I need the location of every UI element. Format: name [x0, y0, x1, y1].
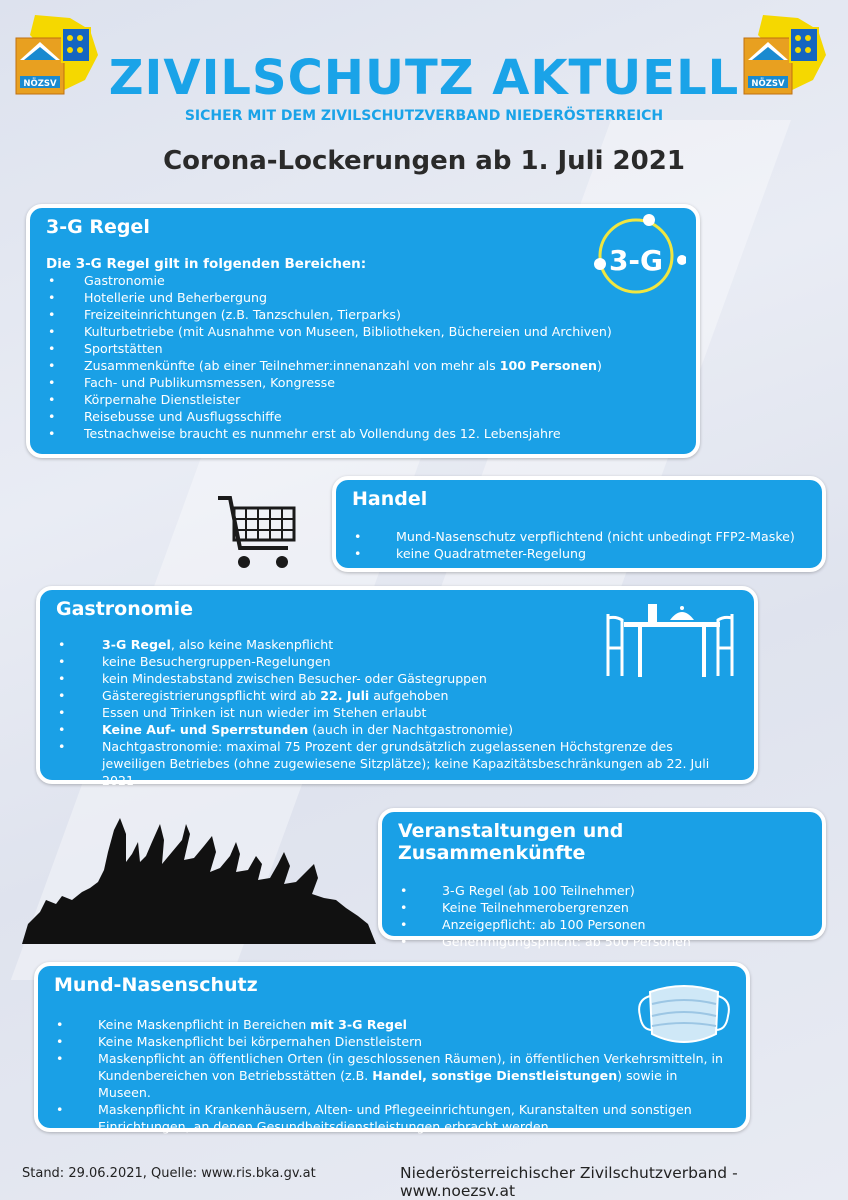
list-item: • kein Mindestabstand zwischen Besucher- oder Gästegruppen: [56, 670, 738, 687]
svg-text:3-G: 3-G: [608, 244, 664, 277]
svg-text:NÖZSV: NÖZSV: [23, 79, 57, 89]
footer-publisher: Niederösterreichischer Zivilschutzverband - www.noezsv.at: [400, 1164, 738, 1200]
list-item: • Reisebusse und Ausflugsschiffe: [46, 408, 680, 425]
list-item: • keine Besuchergruppen-Regelungen: [56, 653, 738, 670]
list-item: • Keine Teilnehmerobergrenzen: [398, 899, 806, 916]
list-item: • 3-G Regel, also keine Maskenpflicht: [56, 636, 738, 653]
section-list: [46, 272, 680, 442]
list-item: • Sportstätten: [46, 340, 680, 357]
3g-badge-icon: [586, 210, 686, 296]
list-item: • Freizeiteinrichtungen (z.B. Tanzschulen, Tierparks): [46, 306, 680, 323]
list-item: • Testnachweise braucht es nunmehr erst ab Vollendung des 12. Lebensjahre: [46, 425, 680, 442]
list-item: • Anzeigepflicht: ab 100 Personen: [398, 916, 806, 933]
section-list: [352, 528, 806, 562]
page-title: Corona-Lockerungen ab 1. Juli 2021: [163, 146, 685, 176]
list-item: • Kulturbetriebe (mit Ausnahme von Museen, Bibliotheken, Büchereien und Archiven): [46, 323, 680, 340]
list-item: • Mund-Nasenschutz verpflichtend (nicht unbedingt FFP2-Maske): [352, 528, 806, 545]
section-title: Gastronomie: [56, 598, 194, 620]
list-item: • keine Quadratmeter-Regelung: [352, 545, 806, 562]
section-list: [54, 1016, 730, 1135]
section-handel: [332, 476, 826, 572]
section-title: Handel: [352, 488, 428, 510]
section-title: Mund-Nasenschutz: [54, 974, 258, 996]
crowd-silhouette-icon: [22, 812, 376, 944]
list-item: • Keine Auf- und Sperrstunden (auch in der Nachtgastronomie): [56, 721, 738, 738]
section-lead: Die 3-G Regel gilt in folgenden Bereichen:: [46, 256, 367, 272]
list-item: • Maskenpflicht in Krankenhäusern, Alten- und Pflegeeinrichtungen, Kuranstalten und sonstigen Einrichtungen, an denen Gesundheitsdienstleistungen erbracht werden.: [54, 1101, 730, 1135]
list-item: • Körpernahe Dienstleister: [46, 391, 680, 408]
list-item: • Essen und Trinken ist nun wieder im Stehen erlaubt: [56, 704, 738, 721]
section-title: Veranstaltungen und Zusammenkünfte: [398, 820, 624, 864]
section-list: [398, 882, 806, 950]
page-header-title: ZIVILSCHUTZ AKTUELL: [108, 50, 740, 106]
svg-text:NÖZSV: NÖZSV: [751, 79, 785, 89]
page-header-subtitle: SICHER MIT DEM ZIVILSCHUTZVERBAND NIEDERÖSTERREICH: [184, 108, 664, 124]
list-item: • 3-G Regel (ab 100 Teilnehmer): [398, 882, 806, 899]
dining-table-icon: [606, 598, 734, 680]
list-item: • Keine Maskenpflicht bei körpernahen Dienstleistern: [54, 1033, 730, 1050]
list-item: • Maskenpflicht an öffentlichen Orten (in geschlossenen Räumen), in öffentlichen Verkehrsmitteln, in Kundenbereichen von Betriebsstätten (z.B. Handel, sonstige Dienstleistungen) sowie in Museen.: [54, 1050, 730, 1101]
section-veranstaltungen: [378, 808, 826, 949]
list-item: • Gastronomie: [46, 272, 680, 289]
list-item: • Genehmigungspflicht: ab 500 Personen: [398, 933, 806, 950]
section-title: 3-G Regel: [46, 216, 150, 238]
list-item: • Keine Maskenpflicht in Bereichen mit 3-G Regel: [54, 1016, 730, 1033]
shopping-cart-icon: [216, 492, 298, 572]
list-item: • Nachtgastronomie: maximal 75 Prozent der grundsätzlich zugelassenen Höchstgrenze des jeweiligen Betriebes (ohne zugewiesene Sitzplätze); keine Kapazitätsbeschränkungen ab 22. Juli 2021: [56, 738, 738, 789]
list-item: • Hotellerie und Beherbergung: [46, 289, 680, 306]
list-item: • Zusammenkünfte (ab einer Teilnehmer:innenanzahl von mehr als 100 Personen): [46, 357, 680, 374]
footer-source: Stand: 29.06.2021, Quelle: www.ris.bka.gv.at: [22, 1166, 316, 1181]
face-mask-icon: [636, 972, 732, 1056]
list-item: • Fach- und Publikumsmessen, Kongresse: [46, 374, 680, 391]
list-item: • Gästeregistrierungspflicht wird ab 22. Juli aufgehoben: [56, 687, 738, 704]
